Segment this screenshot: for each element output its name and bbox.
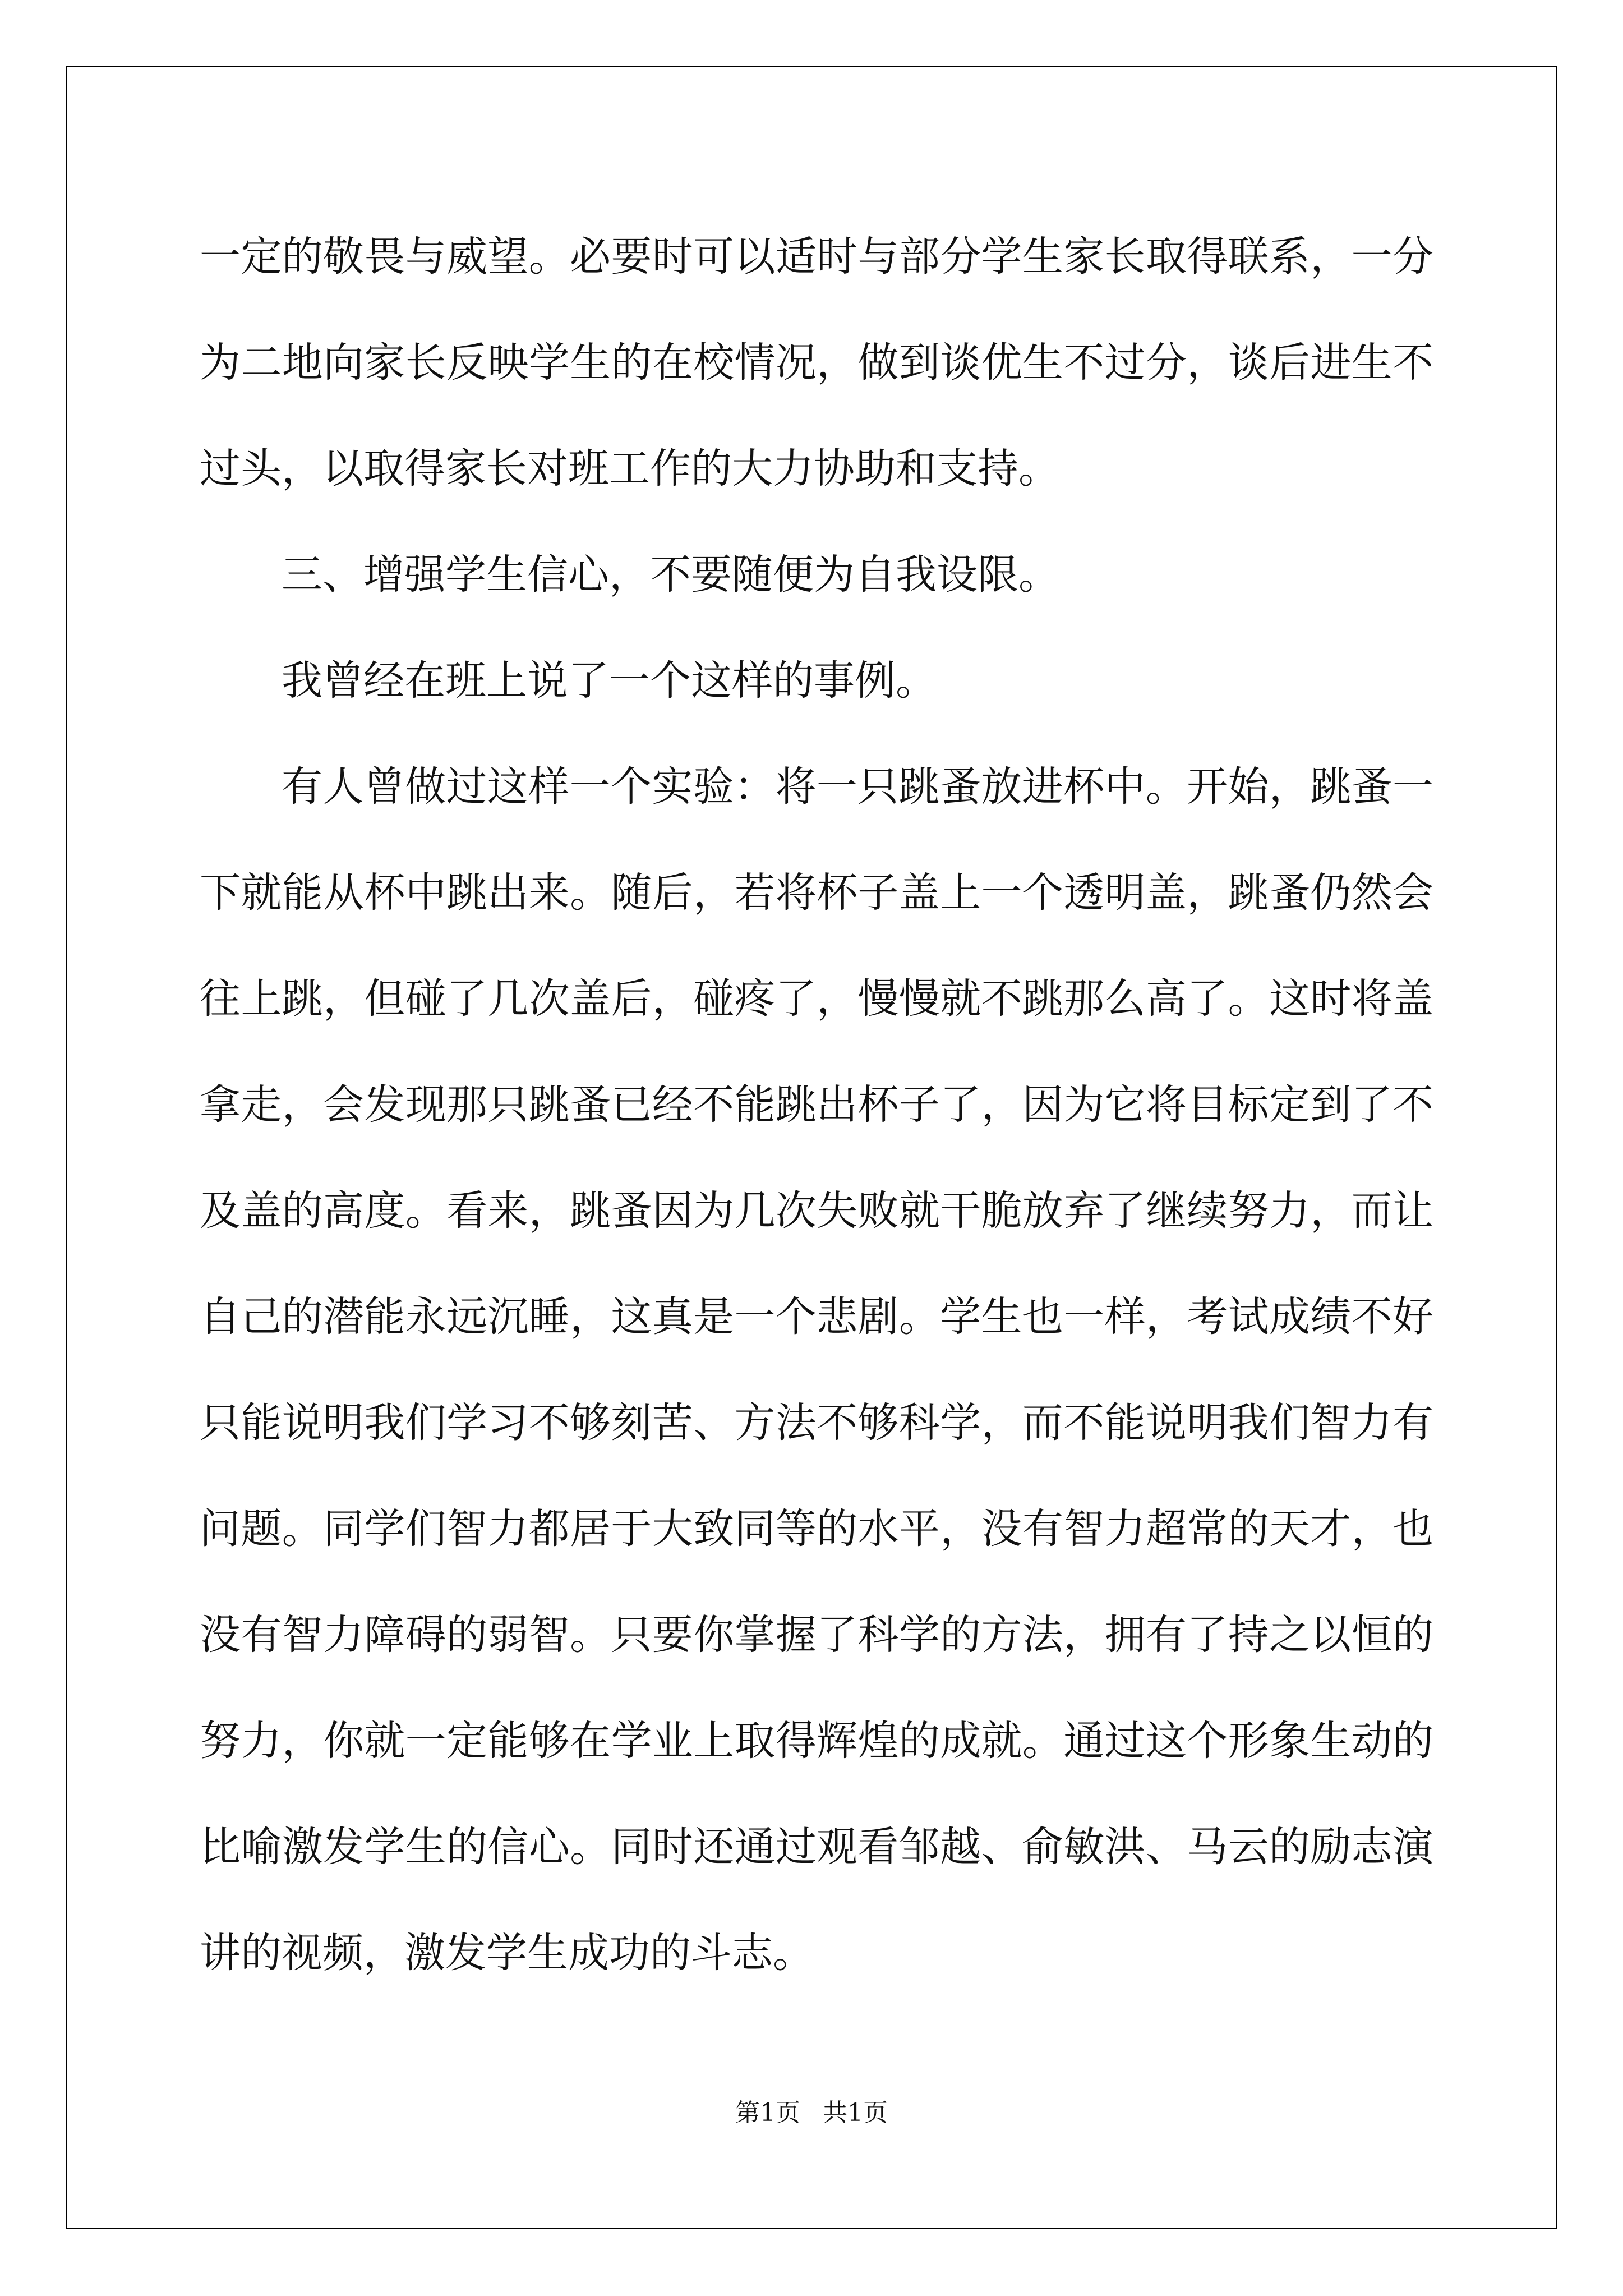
document-body xyxy=(200,204,1433,2006)
paragraph-4: 有人曾做过这样一个实验：将一只跳蚤放进杯中。开始，跳蚤一下就能从杯中跳出来。随后，若将杯子盖上一个透明盖，跳蚤仍然会往上跳，但碰了几次盖后，碰疼了，慢慢就不跳那么高了。这时将盖拿走，会发现那只跳蚤已经不能跳出杯子了，因为它将目标定到了不及盖的高度。看来，跳蚤因为几次失败就干脆放弃了继续努力，而让自己的潜能永远沉睡，这真是一个悲剧。学生也一样，考试成绩不好只能说明我们学习不够刻苦、方法不够科学，而不能说明我们智力有问题。同学们智力都居于大致同等的水平，没有智力超常的天才，也没有智力障碍的弱智。只要你掌握了科学的方法，拥有了持之以恒的努力，你就一定能够在学业上取得辉煌的成就。通过这个形象生动的比喻激发学生的信心。同时还通过观看邹越、俞敏洪、马云的励志演讲的视频，激发学生成功的斗志。 xyxy=(200,763,1433,1977)
paragraph-1: 一定的敬畏与威望。必要时可以适时与部分学生家长取得联系，一分为二地向家长反映学生的在校情况，做到谈优生不过分，谈后进生不过头，以取得家长对班工作的大力协助和支持。 xyxy=(200,233,1433,493)
page-footer xyxy=(0,2096,1623,2130)
page-number-total: 共1页 xyxy=(823,2099,888,2127)
paragraph-2-section-heading: 三、增强学生信心，不要随便为自我设限。 xyxy=(282,551,1059,599)
paragraph-3: 我曾经在班上说了一个这样的事例。 xyxy=(282,657,937,705)
page-number-current: 第1页 xyxy=(735,2099,800,2127)
